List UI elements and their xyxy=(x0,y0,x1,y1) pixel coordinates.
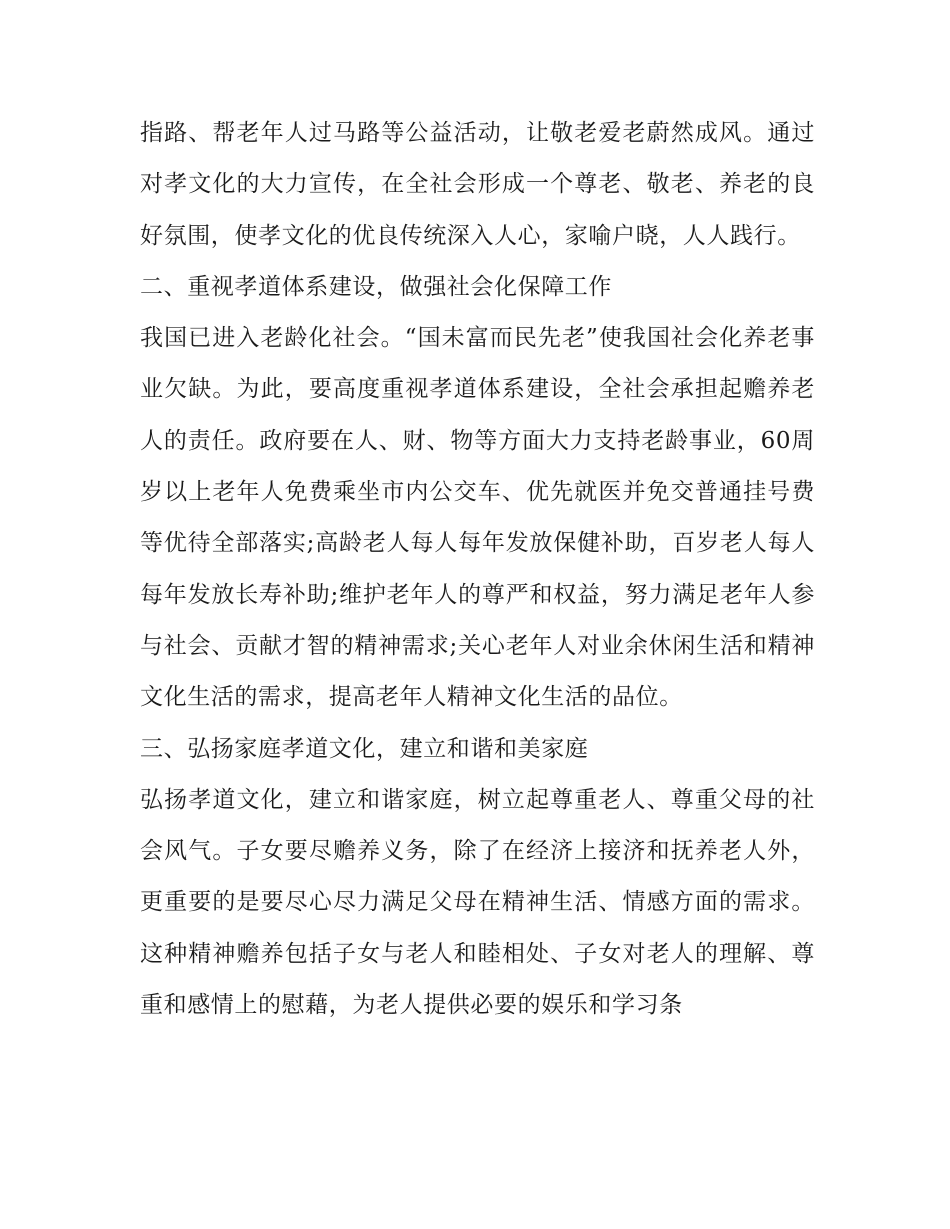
paragraph-promotion: 指路、帮老年人过马路等公益活动，让敬老爱老蔚然成风。通过对孝文化的大力宣传，在全社会形成一个尊老、敬老、养老的良好氛围，使孝文化的优良传统深入人心，家喻户晓，人人践行。 xyxy=(140,120,815,249)
paragraph-social-security: 我国已进入老龄化社会。“国未富而民先老”使我国社会化养老事业欠缺。为此，要高度重视孝道体系建设，全社会承担起赡养老人的责任。政府要在人、财、物等方面大力支持老龄事业，60周岁以上老年人免费乘坐市内公交车、优先就医并免交普通挂号费等优待全部落实;高龄老人每人每年发放保健补助，百岁老人每人每年发放长寿补助;维护老年人的尊严和权益，努力满足老年人参与社会、贡献才智的精神需求;关心老年人对业余休闲生活和精神文化生活的需求，提高老年人精神文化生活的品位。 xyxy=(140,325,815,711)
document-body xyxy=(140,108,815,1031)
section-heading-2: 二、重视孝道体系建设，做强社会化保障工作 xyxy=(140,273,612,300)
paragraph-family-filial-piety: 弘扬孝道文化，建立和谐家庭，树立起尊重老人、尊重父母的社会风气。子女要尽赡养义务，除了在经济上接济和抚养老人外，更重要的是要尽心尽力满足父母在精神生活、情感方面的需求。这种精神赡养包括子女与老人和睦相处、子女对老人的理解、尊重和感情上的慰藉，为老人提供必要的娱乐和学习条 xyxy=(140,786,815,1019)
section-heading-3: 三、弘扬家庭孝道文化，建立和谐和美家庭 xyxy=(140,735,589,762)
